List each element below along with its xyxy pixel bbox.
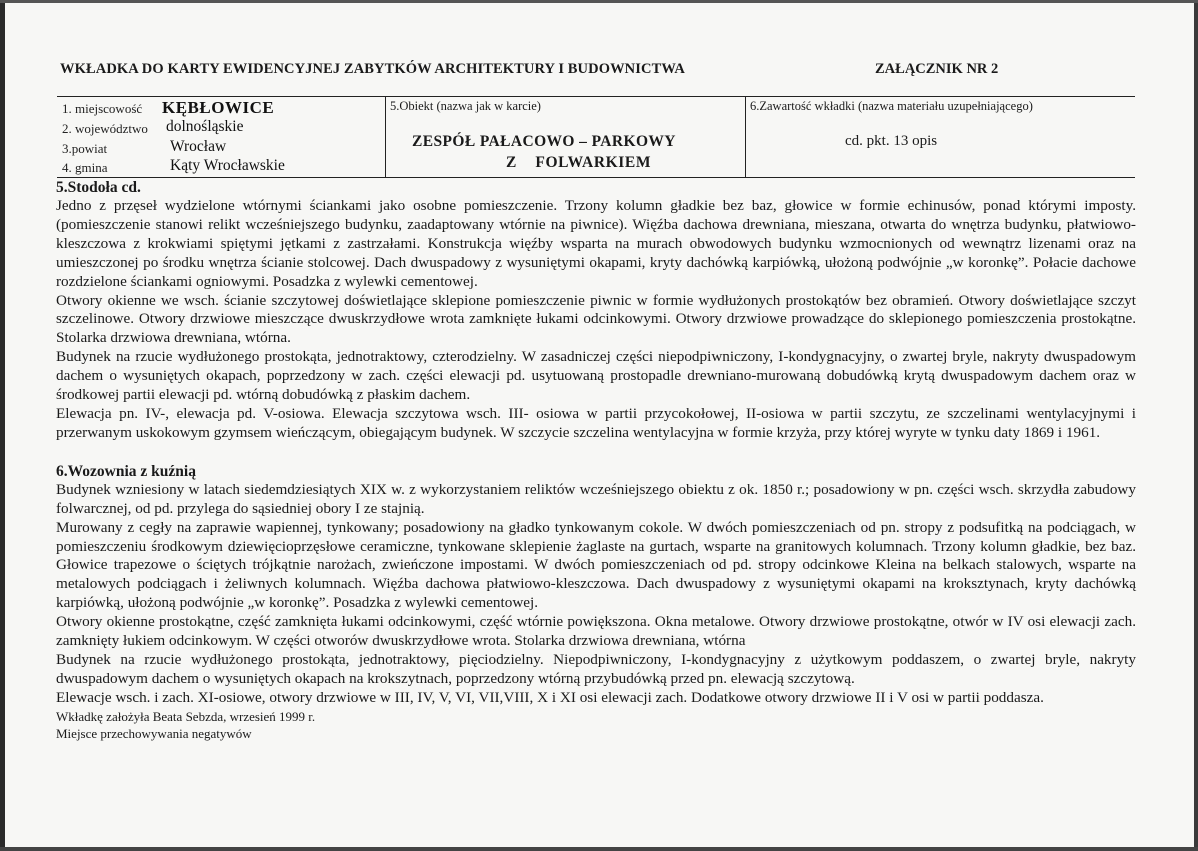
paragraph: Elewacje wsch. i zach. XI-osiowe, otwory drzwiowe w III, IV, V, VI, VII,VIII, X i XI osi elewacji zach. Dodatkowe otwory drzwiowe II i V osi w partii poddasza. [56,688,1044,706]
annex-number: ZAŁĄCZNIK NR 2 [875,61,999,77]
scan-edge-left [0,0,5,851]
contents-label: 6.Zawartość wkładki (nazwa materiału uzupełniającego) [750,99,1033,113]
table-divider-2 [745,96,746,177]
paragraph: Budynek na rzucie wydłużonego prostokąta, jednotraktowy, pięciodzielny. Niepodpiwniczony, I-kondygnacyjny z użytkowym poddaszem, o zwartej bryle, nakryty dwuspadowym dachem o wysuniętych okapach na krokszytnach, poprzedzony wtórną przybudówką przed pn. elewacją szczytową. [56,650,1136,687]
paragraph: Otwory okienne we wsch. ścianie szczytowej doświetlające sklepione pomieszczenie piwnic w formie wydłużonych prostokątów bez obramień. Otwory doświetlające szczyt szczelinowe. Otwory drzwiowe mieszczące dwuskrzydłowe wrota zamknięte łukami odcinkowymi. Otwory drzwiowe prowadzące do sklepionego pomieszczenia prostokątne. Stolarka drzwiowa drewniana, wtórna. [56,291,1136,347]
locality-label: 1. miejscowość [62,101,143,116]
locality-value: KĘBŁOWICE [162,98,275,117]
commune-label: 4. gmina [62,160,108,175]
section-heading-wozownia: 6.Wozownia z kuźnią [56,462,196,480]
object-name-line2: Z FOLWARKIEM [506,154,652,171]
paragraph: Budynek wzniesiony w latach siedemdziesiątych XIX w. z wykorzystaniem reliktów wcześniejszego obiektu z ok. 1850 r.; posadowiony w pn. części wsch. skrzydła zabudowy folwarcznej, od pd. przylega do sąsiedniej obory I ze stajnią. [56,480,1136,517]
paragraph: Elewacja pn. IV-, elewacja pd. V-osiowa. Elewacja szczytowa wsch. III- osiowa w partii przycokołowej, II-osiowa w partii szczytu, ze szczelinami wentylacyjnymi i przerwanym uskokowym gzymsem wieńczącym, obiegającym budynek. W szczycie szczelina wentylacyjna w formie krzyża, przy której wyryte w tynku daty 1869 i 1961. [56,404,1136,441]
table-top-rule [57,96,1135,97]
paragraph: Jedno z przęseł wydzielone wtórnymi ściankami jako osobne pomieszczenie. Trzony kolumn gładkie bez baz, głowice w formie echinusów, ponad którymi imposty. (pomieszczenie stanowi relikt wcześniejszego budynku, zaadaptowany wtórnie na piwnice). Więźba dachowa drewniana, mieszana, otwarta do wnętrza budynku, płatwiowo-kleszczowa z krokwiami spiętymi jętkami z zastrzałami. Konstrukcja więźby wsparta na murach obwodowych budynku wzmocnionych od wewnątrz lizenami oraz na umieszczonej po środku wnętrza ścianie stolcowej. Dach dwuspadowy z wysuniętymi okapami, kryty dachówką karpiówką, ułożoną podwójnie „w koronkę”. Połacie dachowe rozdzielone ściankami ogniowymi. Posadzka z wylewki cementowej. [56,197,1136,290]
author-note: Wkładkę założyła Beata Sebzda, wrzesień 1999 r. [56,708,316,724]
contents-value: cd. pkt. 13 opis [845,133,938,149]
object-name-line1: ZESPÓŁ PAŁACOWO – PARKOWY [412,133,676,150]
object-label: 5.Obiekt (nazwa jak w karcie) [390,99,541,113]
table-divider-1 [385,96,386,177]
document-title: WKŁADKA DO KARTY EWIDENCYJNEJ ZABYTKÓW ARCHITEKTURY I BUDOWNICTWA [60,61,685,77]
section-spacer [56,443,1136,462]
scan-edge-bottom [0,847,1198,851]
commune-value: Kąty Wrocławskie [170,157,285,174]
paragraph: Otwory okienne prostokątne, część zamknięta łukami odcinkowymi, część wtórnie powiększona. Okna metalowe. Otwory drzwiowe prostokątne, otwór w IV osi elewacji zach. zamknięty łukiem odcinkowym. W części otworów dwuskrzydłowe wrota. Stolarka drzwiowa drewniana, wtórna [56,613,1136,650]
section-heading-stodola: 5.Stodoła cd. [56,179,141,196]
district-label: 3.powiat [62,141,108,156]
voivodeship-value: dolnośląskie [166,118,244,135]
paragraph: Budynek na rzucie wydłużonego prostokąta, jednotraktowy, czterodzielny. W zasadniczej części niepodpiwniczony, I-kondygnacyjny, o zwartej bryle, nakryty dwuspadowym dachem o wysuniętych okapach, poprzedzony w zach. części elewacji pd. usytuowaną prostopadle drewniano-murowaną dobudówką krytą dwuspadowym dachem oraz w środkowej partii elewacji pd. wtórną dobudówką z płaskim dachem. [56,348,1136,404]
voivodeship-label: 2. województwo [62,121,148,136]
scan-edge-top [0,0,1198,3]
document-body [56,178,1136,742]
district-value: Wrocław [170,138,227,155]
paragraph: Murowany z cegły na zaprawie wapiennej, tynkowany; posadowiony na gładko tynkowanym cokole. W dwóch pomieszczeniach od pn. stropy z podsufitką na podciągach, w pomieszczeniu środkowym dziewięcioprzęsłowe ceramiczne, tynkowane sklepienie żaglaste na gurtach, wsparte na granitowych kolumnach. Trzony kolumn gładkie, bez baz. Głowice trapezowe o ściętych trójkątnie narożach, zwieńczone impostami. W dwóch pomieszczeniach od pd. stropy odcinkowe Kleina na belkach stalowych, wsparte na metalowych podciągach i żeliwnych kolumnach. Więźba dachowa płatwiowo-kleszczowa. Dach dwuspadowy z wysuniętymi okapami na kroksztynach, kryty dachówką karpiówką, ułożoną podwójnie „w koronkę”. Posadzka z wylewki cementowej. [56,518,1136,612]
scan-edge-right [1194,0,1198,851]
negatives-note: Miejsce przechowywania negatywów [56,725,252,741]
